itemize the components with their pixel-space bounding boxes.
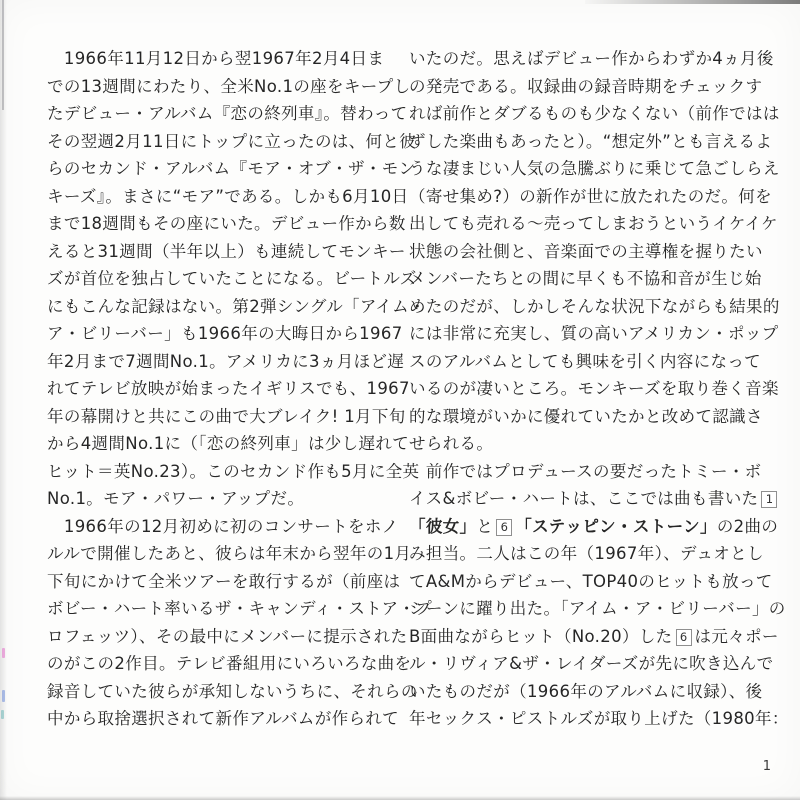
scan-edge-left xyxy=(0,0,7,800)
text-segment: メンバーたちとの間に早くも不協和音が生じ始 xyxy=(409,269,762,288)
text-segment: の発売である。収録曲の録音時期をチェックす xyxy=(409,76,763,96)
scan-edge-top xyxy=(585,0,800,4)
text-line xyxy=(409,485,774,513)
text-line xyxy=(47,183,409,211)
text-line xyxy=(409,705,789,733)
text-line xyxy=(409,238,767,266)
page-number: 1 xyxy=(762,759,771,774)
text-line xyxy=(47,705,400,733)
text-segment: ヒット＝英No.23）。このセカンド作も5月に全英 xyxy=(47,461,420,481)
text-line xyxy=(47,210,406,238)
track-number-box: 6 xyxy=(676,629,692,646)
text-line xyxy=(409,293,780,321)
text-segment: と xyxy=(476,516,494,536)
text-segment: イス&ボビー・ハートは、ここでは曲も書いた xyxy=(409,489,759,508)
text-segment: 的な環境がいかに優れていたかと改めて認識さ xyxy=(409,406,763,426)
text-segment: は元々ポー xyxy=(694,626,779,646)
text-line xyxy=(47,458,420,486)
text-line xyxy=(47,430,410,458)
text-line xyxy=(409,513,779,541)
scan-speck xyxy=(2,690,5,702)
text-segment: せられる。 xyxy=(409,434,494,453)
text-segment: 下旬にかけて全米ツアーを敢行するが（前座は xyxy=(47,571,401,591)
text-segment: ロフェッツ）、その最中にメンバーに提示された xyxy=(47,626,408,646)
text-segment: 録音していた彼らが承知しないうちに、それらの xyxy=(47,681,418,701)
text-line xyxy=(47,595,433,623)
scan-edge-bottom xyxy=(0,796,800,800)
text-line xyxy=(409,568,773,596)
text-line xyxy=(47,155,416,183)
text-line xyxy=(47,540,412,568)
text-segment: のがこの2作目。テレビ番組用にいろいろな曲を xyxy=(47,654,412,673)
text-line xyxy=(409,45,774,73)
text-segment: の2曲の xyxy=(716,516,779,536)
text-line xyxy=(409,73,767,101)
text-line xyxy=(409,623,779,651)
text-segment: B面曲ながらヒット（No.20）した xyxy=(409,626,673,646)
text-line xyxy=(47,650,412,678)
track-number-box: 6 xyxy=(496,519,512,536)
text-line xyxy=(47,293,426,321)
text-segment: 「彼女」 xyxy=(409,516,477,536)
text-segment: いるのが凄いところ。モンキーズを取り巻く音楽 xyxy=(409,379,779,398)
text-line xyxy=(409,100,780,128)
text-segment: 出しても売れる～売ってしまおうというイケイケ xyxy=(409,214,778,233)
text-segment: ルルで開催したあと、彼らは年末から翌年の1月 xyxy=(47,544,412,563)
text-segment: その翌週2月11日にトップに立ったのは、何と彼 xyxy=(47,131,417,151)
text-segment: 年2月まで7週間No.1。アメリカに3ヵ月ほど遅 xyxy=(47,351,405,371)
text-segment: み担当。二人はこの年（1967年）、デュオとし xyxy=(409,544,764,563)
text-line xyxy=(47,485,391,513)
text-line xyxy=(47,320,403,348)
text-segment: 1966年11月12日から翌1967年2月4日ま xyxy=(47,49,385,68)
text-line xyxy=(409,183,772,211)
text-segment: No.1。モア・パワー・アップだ。 xyxy=(47,489,305,508)
text-segment: 状態の会社側と、音楽面での主導権を握りたい xyxy=(409,241,763,261)
text-segment: ズが首位を独占していたことになる。ビートルズ xyxy=(47,269,417,288)
text-line xyxy=(409,678,767,706)
text-line xyxy=(409,348,767,376)
text-segment: れてテレビ放映が始まったイギリスでも、1967 xyxy=(47,379,410,398)
text-segment: たデビュー・アルバム『恋の終列車』。替わって xyxy=(47,104,408,123)
text-line xyxy=(47,45,391,73)
text-line xyxy=(47,678,418,706)
text-segment: ボビー・ハート率いるザ・キャンディ・ストア・プ xyxy=(47,599,433,618)
text-line xyxy=(409,320,779,348)
text-segment: めたのだが、しかしそんな状況下ながらも結果的 xyxy=(409,296,780,316)
scan-edge-line xyxy=(2,0,4,110)
text-segment: 前作ではプロデュースの要だったトミー・ボ xyxy=(409,461,762,481)
text-segment: ずした楽曲もあったと）。“想定外”とも言えるよ xyxy=(409,131,773,151)
text-line xyxy=(409,375,779,403)
text-line xyxy=(47,73,411,101)
text-segment: 中から取捨選択されて新作アルバムが作られて xyxy=(47,709,400,728)
text-segment: れば前作とダブるものも少なくない（前作ではは xyxy=(409,104,780,123)
text-segment: シーンに躍り出た。「アイム・ア・ビリーバー」の xyxy=(409,599,786,618)
track-number-box: 1 xyxy=(761,491,777,508)
text-line xyxy=(47,265,417,293)
scan-speck xyxy=(1,710,4,719)
text-line xyxy=(47,623,408,651)
text-segment: まで18週間もその座にいた。デビュー作から数 xyxy=(47,214,406,233)
text-segment: （寄せ集め?）の新作が世に放たれたのだ。何を xyxy=(409,186,772,206)
text-segment: での13週間にわたり、全米No.1の座をキープし xyxy=(47,76,411,96)
text-line xyxy=(47,403,406,431)
text-line xyxy=(409,210,778,238)
text-line xyxy=(47,513,399,541)
text-line xyxy=(409,650,774,678)
text-segment: うな凄まじい人気の急騰ぶりに乗じて急ごしらえ xyxy=(409,159,780,178)
text-line xyxy=(47,568,401,596)
text-segment: てA&Mからデビュー、TOP40のヒットも放って xyxy=(409,571,773,591)
text-segment: ア・ビリーバー」も1966年の大晦日から1967 xyxy=(47,324,403,343)
text-segment: 年セックス・ピストルズが取り上げた（1980年： xyxy=(409,709,789,728)
text-segment: 1966年の12月初めに初のコンサートをホノ xyxy=(47,516,399,536)
text-line xyxy=(409,155,780,183)
text-segment: えると31週間（半年以上）も連続してモンキー xyxy=(47,241,406,261)
text-segment: スのアルバムとしても興味を引く内容になって xyxy=(409,351,762,371)
text-line xyxy=(47,238,406,266)
text-line xyxy=(409,458,767,486)
text-segment: らのセカンド・アルバム『モア・オブ・ザ・モン xyxy=(47,159,416,178)
text-line xyxy=(409,403,767,431)
text-segment: にもこんな記録はない。第2弾シングル「アイム・ xyxy=(47,296,426,316)
text-segment: から4週間No.1に（「恋の終列車」は少し遅れて xyxy=(47,434,410,453)
text-line xyxy=(409,430,767,458)
text-line xyxy=(409,128,773,156)
text-segment: ル・リヴィア&ザ・レイダーズが先に吹き込んで xyxy=(409,654,774,673)
text-segment: キーズ』。まさに“モア”である。しかも6月10日 xyxy=(47,186,409,206)
scan-speck xyxy=(2,648,5,658)
text-segment: には非常に充実し、質の高いアメリカン・ポップ xyxy=(409,324,779,343)
text-segment: いたものだが（1966年のアルバムに収録）、後 xyxy=(409,681,763,701)
right-text-column xyxy=(409,45,789,733)
text-line xyxy=(409,540,767,568)
text-segment: 「ステッピン・ストーン」 xyxy=(515,516,717,536)
left-text-column xyxy=(47,45,433,733)
text-line xyxy=(409,595,786,623)
text-line xyxy=(47,128,417,156)
text-segment: いたのだ。思えばデビュー作からわずか4ヵ月後 xyxy=(409,49,774,68)
text-segment: 年の幕開けと共にこの曲で大ブレイク! 1月下旬 xyxy=(47,406,406,426)
text-line xyxy=(47,348,405,376)
text-line xyxy=(409,265,767,293)
text-line xyxy=(47,375,410,403)
text-line xyxy=(47,100,408,128)
